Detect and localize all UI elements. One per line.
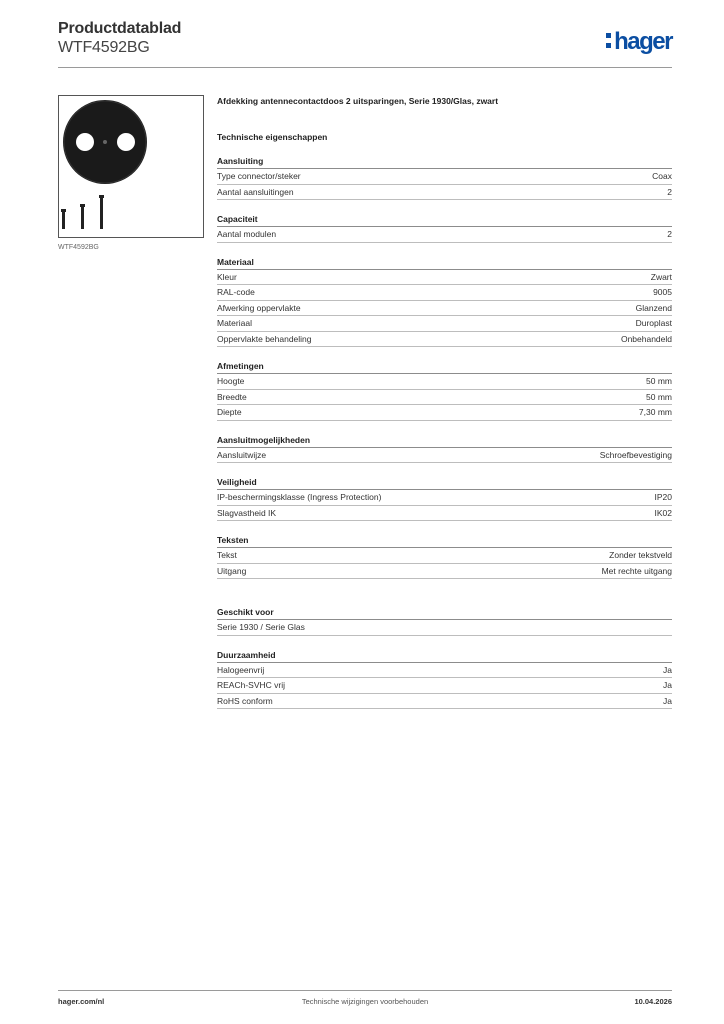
table-row: [217, 227, 672, 243]
table-row: [217, 678, 672, 694]
table-row: [217, 663, 672, 679]
header-divider: [58, 67, 672, 68]
website-link[interactable]: hager.com/nl: [58, 997, 105, 1006]
table-row: [217, 548, 672, 564]
row-label: Materiaal: [217, 318, 252, 328]
section-title: Duurzaamheid: [217, 650, 672, 663]
footer-date: 10.04.2026: [634, 997, 672, 1006]
section-capaciteit: [217, 214, 672, 243]
image-caption: WTF4592BG: [58, 244, 99, 251]
row-value: IK02: [654, 507, 672, 518]
row-label: Kleur: [217, 271, 237, 282]
row-label: Aansluitwijze: [217, 449, 267, 460]
table-row: [217, 169, 672, 185]
row-label: Aantal aansluitingen: [217, 186, 294, 197]
row-label: Type connector/steker: [217, 171, 301, 181]
logo-text: hager: [614, 28, 672, 55]
row-label: Slagvastheid IK: [217, 507, 277, 518]
table-row: [217, 448, 672, 464]
section-title: Teksten: [217, 535, 672, 548]
table-row: [217, 564, 672, 580]
row-label: Afwerking oppervlakte: [217, 302, 301, 313]
hager-logo: [606, 28, 672, 56]
section-title: Afmetingen: [217, 361, 672, 374]
section-geschikt-voor: [217, 607, 672, 636]
section-aansluiting: [217, 156, 672, 200]
section-title: Materiaal: [217, 257, 672, 270]
page-title: Productdatablad: [58, 20, 182, 37]
page-header: [58, 20, 181, 57]
section-duurzaamheid: [217, 650, 672, 710]
row-value: 9005: [653, 287, 672, 297]
section-title: Aansluiting: [217, 156, 672, 169]
footer-divider: [58, 990, 672, 991]
row-value: 2: [667, 229, 672, 239]
row-value: IP20: [654, 492, 672, 502]
section-afmetingen: [217, 361, 672, 421]
row-label: REACh-SVHC vrij: [217, 680, 286, 690]
row-value: Zwart: [650, 271, 672, 282]
cover-plate-image: [59, 96, 203, 237]
section-aansluitmogelijkheden: [217, 435, 672, 464]
logo-dots-icon: [606, 33, 611, 48]
row-value: 50 mm: [646, 376, 672, 386]
table-row: [217, 620, 672, 636]
table-row: [217, 405, 672, 421]
row-label: Halogeenvrij: [217, 664, 265, 675]
product-description: Afdekking antennecontactdoos 2 uitsparingen, Serie 1930/Glas, zwart: [217, 96, 499, 106]
table-row: [217, 490, 672, 506]
row-value: 7,30 mm: [638, 407, 672, 417]
product-code: WTF4592BG: [58, 39, 150, 56]
table-row: [217, 285, 672, 301]
table-row: [217, 694, 672, 710]
row-value: Ja: [663, 680, 672, 690]
row-value: Duroplast: [635, 318, 672, 328]
row-label: Oppervlakte behandeling: [217, 333, 312, 344]
row-label: Hoogte: [217, 376, 245, 386]
row-label: Uitgang: [217, 565, 247, 576]
row-value: Schroefbevestiging: [599, 449, 672, 460]
table-row: [217, 390, 672, 406]
section-title: Capaciteit: [217, 214, 672, 227]
row-value: Ja: [663, 695, 672, 706]
table-row: [217, 374, 672, 390]
section-veiligheid: [217, 477, 672, 521]
table-row: [217, 506, 672, 522]
section-title: Veiligheid: [217, 477, 672, 490]
table-row: [217, 316, 672, 332]
footer-disclaimer: Technische wijzigingen voorbehouden: [301, 997, 429, 1006]
technical-properties-heading: Technische eigenschappen: [217, 132, 328, 142]
row-label: Aantal modulen: [217, 229, 277, 239]
product-image: [58, 95, 204, 238]
table-row: [217, 301, 672, 317]
row-label: Tekst: [217, 550, 237, 560]
row-label: IP-beschermingsklasse (Ingress Protection): [217, 492, 382, 502]
row-value: 2: [667, 186, 672, 197]
row-label: RAL-code: [217, 287, 255, 297]
section-materiaal: [217, 257, 672, 348]
section-teksten: [217, 535, 672, 579]
row-value: Coax: [652, 171, 672, 181]
table-row: [217, 270, 672, 286]
row-label: Breedte: [217, 391, 247, 402]
section-title: Aansluitmogelijkheden: [217, 435, 672, 448]
table-row: [217, 185, 672, 201]
row-value: Met rechte uitgang: [601, 565, 672, 576]
row-value: Zonder tekstveld: [609, 550, 672, 560]
row-label: Serie 1930 / Serie Glas: [217, 622, 305, 632]
row-label: RoHS conform: [217, 695, 273, 706]
row-value: Glanzend: [635, 302, 672, 313]
section-title: Geschikt voor: [217, 607, 672, 620]
row-value: Onbehandeld: [620, 333, 672, 344]
table-row: [217, 332, 672, 348]
datasheet-content: [217, 96, 672, 709]
row-value: Ja: [663, 664, 672, 675]
row-value: 50 mm: [646, 391, 672, 402]
row-label: Diepte: [217, 407, 242, 417]
